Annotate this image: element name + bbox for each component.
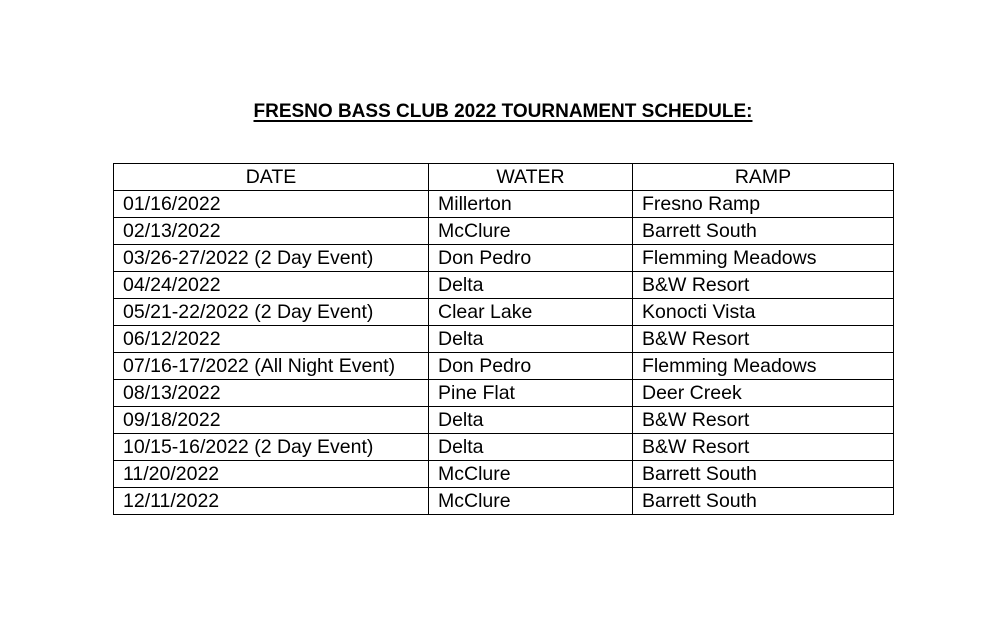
cell-water: Delta	[429, 434, 633, 461]
cell-date: 05/21-22/2022 (2 Day Event)	[114, 299, 429, 326]
cell-ramp: B&W Resort	[633, 272, 894, 299]
cell-ramp: Flemming Meadows	[633, 245, 894, 272]
table-row	[114, 272, 894, 299]
cell-date: 07/16-17/2022 (All Night Event)	[114, 353, 429, 380]
cell-ramp: Deer Creek	[633, 380, 894, 407]
cell-water: Don Pedro	[429, 245, 633, 272]
header-ramp: RAMP	[633, 164, 894, 191]
cell-ramp: Barrett South	[633, 218, 894, 245]
cell-ramp: B&W Resort	[633, 407, 894, 434]
cell-date: 06/12/2022	[114, 326, 429, 353]
table-row	[114, 191, 894, 218]
table-row	[114, 407, 894, 434]
table-row	[114, 461, 894, 488]
cell-water: Delta	[429, 326, 633, 353]
cell-water: Don Pedro	[429, 353, 633, 380]
cell-ramp: Barrett South	[633, 461, 894, 488]
cell-ramp: Fresno Ramp	[633, 191, 894, 218]
tournament-schedule-table	[113, 163, 894, 515]
cell-ramp: Konocti Vista	[633, 299, 894, 326]
cell-ramp: B&W Resort	[633, 434, 894, 461]
table-row	[114, 326, 894, 353]
table-row	[114, 218, 894, 245]
cell-water: Millerton	[429, 191, 633, 218]
table-row	[114, 245, 894, 272]
cell-water: Delta	[429, 407, 633, 434]
cell-water: Delta	[429, 272, 633, 299]
cell-date: 04/24/2022	[114, 272, 429, 299]
cell-date: 11/20/2022	[114, 461, 429, 488]
cell-water: Pine Flat	[429, 380, 633, 407]
cell-ramp: Flemming Meadows	[633, 353, 894, 380]
cell-water: McClure	[429, 488, 633, 515]
document-title: FRESNO BASS CLUB 2022 TOURNAMENT SCHEDULE:	[253, 101, 753, 122]
cell-date: 02/13/2022	[114, 218, 429, 245]
cell-date: 08/13/2022	[114, 380, 429, 407]
cell-date: 01/16/2022	[114, 191, 429, 218]
table-row	[114, 380, 894, 407]
cell-ramp: Barrett South	[633, 488, 894, 515]
cell-water: Clear Lake	[429, 299, 633, 326]
cell-water: McClure	[429, 461, 633, 488]
cell-date: 12/11/2022	[114, 488, 429, 515]
cell-water: McClure	[429, 218, 633, 245]
cell-date: 10/15-16/2022 (2 Day Event)	[114, 434, 429, 461]
table-row	[114, 434, 894, 461]
cell-ramp: B&W Resort	[633, 326, 894, 353]
table-row	[114, 299, 894, 326]
table-header-row	[114, 164, 894, 191]
header-date: DATE	[114, 164, 429, 191]
header-water: WATER	[429, 164, 633, 191]
table-row	[114, 353, 894, 380]
cell-date: 09/18/2022	[114, 407, 429, 434]
cell-date: 03/26-27/2022 (2 Day Event)	[114, 245, 429, 272]
table-row	[114, 488, 894, 515]
